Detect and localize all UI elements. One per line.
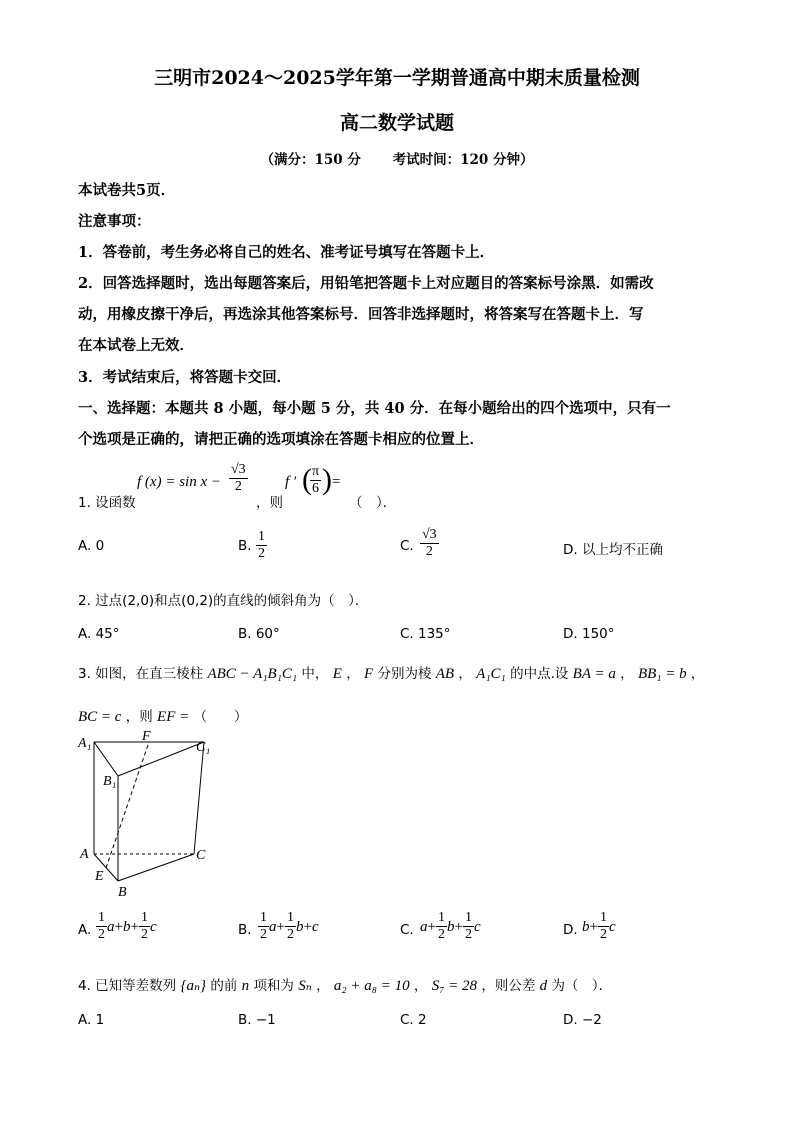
q4-option-c: C. 2 — [400, 1012, 427, 1028]
exam-meta: （满分：150 分 考试时间：120 分钟） — [260, 152, 534, 168]
vec-b: b — [295, 919, 304, 935]
q1-frac-num: √3 — [231, 462, 246, 477]
plus: + — [130, 919, 139, 935]
q3-midpoint-text: 的中点.设 — [510, 666, 569, 682]
q2-option-b: B. 60° — [238, 626, 280, 642]
q3-point-f: F — [363, 666, 374, 682]
q1-option-c-fraction — [420, 527, 439, 560]
frac-num: 1 — [464, 910, 472, 925]
q3-vector-ba: BA = a — [572, 666, 616, 682]
segment-e-f — [106, 742, 149, 868]
plus: + — [276, 919, 285, 935]
q3-point-e: E — [332, 666, 342, 682]
q3-option-d-expr — [582, 910, 616, 943]
label-a: A — [80, 847, 89, 862]
q3-option-c-expr — [420, 910, 481, 943]
frac-den: 2 — [599, 927, 607, 942]
q3-prism: ABC − A₁B₁C₁ — [207, 666, 298, 682]
q1-pi-fraction — [310, 464, 321, 497]
q1-equals: = — [332, 474, 341, 490]
q2-option-c: C. 135° — [400, 626, 451, 642]
label-c: C — [196, 848, 206, 863]
q4-condition-2: S₇ = 28 — [431, 978, 478, 994]
label-c1: C₁ — [196, 740, 211, 755]
pages-note: 本试卷共5页． — [78, 182, 176, 199]
q3-vector-bb1: BB₁ = b — [637, 666, 687, 682]
section1-line-1: 一、选择题：本题共 8 小题，每小题 5 分，共 40 分．在每小题给出的四个选项中，只有一 — [78, 400, 671, 417]
q3-comma-2: ， — [458, 666, 472, 682]
frac-den: 2 — [140, 927, 148, 942]
frac-num: 1 — [437, 910, 445, 925]
plus: + — [303, 919, 312, 935]
vec-c: c — [149, 919, 157, 935]
frac-den: 2 — [437, 927, 445, 942]
q1-blank: （ ）． — [349, 495, 397, 511]
exam-subtitle: 高二数学试题 — [339, 112, 454, 134]
q1-option-a: A. 0 — [78, 538, 105, 554]
q3-blank: （ ） — [193, 709, 248, 725]
q1-prefix: 1. 设函数 — [78, 495, 136, 511]
q1-option-b-den: 2 — [258, 546, 265, 561]
vec-b: b — [122, 919, 131, 935]
q3-line-2 — [78, 705, 248, 726]
edge-b-c — [118, 854, 194, 881]
q1-option-c-den: 2 — [425, 544, 433, 559]
q3-option-a-expr — [96, 910, 157, 943]
edge-c-c1 — [194, 742, 204, 854]
plus: + — [454, 919, 463, 935]
q3-edges-text: 分别为棱 — [377, 666, 432, 682]
edge-a1-b1 — [94, 742, 118, 776]
frac-num: 1 — [140, 910, 148, 925]
plus: + — [589, 919, 598, 935]
q2-text: 2. 过点(2,0)和点(0,2)的直线的倾斜角为（ ）． — [78, 593, 369, 609]
q1-frac-den: 2 — [234, 479, 242, 494]
label-f: F — [142, 729, 151, 744]
q4-part-g: 为（ ）． — [551, 978, 613, 994]
q4-part-d: ， — [316, 978, 330, 994]
q3-option-d-label: D. — [563, 922, 578, 938]
note-item-2-line-3: 在本试卷上无效． — [78, 337, 194, 354]
label-b: B — [118, 885, 127, 900]
frac-num: 1 — [260, 910, 267, 925]
q1-option-b-num: 1 — [258, 529, 265, 544]
q4-d: d — [539, 978, 548, 994]
q3-line-1 — [78, 662, 704, 683]
vec-a: a — [269, 919, 277, 935]
q4-part-b: 的前 — [210, 978, 238, 994]
frac-num: 1 — [98, 910, 105, 925]
q3-prism-figure — [76, 728, 226, 900]
q4-intro: 4. 已知等差数列 — [78, 978, 177, 994]
vec-a: a — [420, 919, 428, 935]
section1-line-2: 个选项是正确的，请把正确的选项填涂在答题卡相应的位置上． — [78, 431, 484, 448]
frac-den: 2 — [464, 927, 472, 942]
label-e: E — [95, 869, 104, 884]
frac-num: 1 — [599, 910, 607, 925]
note-item-1: 1．答卷前，考生务必将自己的姓名、准考证号填写在答题卡上． — [78, 244, 495, 261]
q3-option-c-label: C. — [400, 922, 414, 938]
q4-option-a: A. 1 — [78, 1012, 105, 1028]
q4-option-d: D. −2 — [563, 1012, 602, 1028]
note-item-2-line-1: 2．回答选择题时，选出每题答案后，用铅笔把答题卡上对应题目的答案标号涂黑．如需改 — [78, 275, 654, 292]
q2-option-a: A. 45° — [78, 626, 120, 642]
q3-edge-ab: AB — [435, 666, 455, 682]
q3-intro: 3. 如图，在直三棱柱 — [78, 666, 204, 682]
q1-option-b-label: B. — [238, 538, 252, 554]
q1-pi: π — [312, 464, 320, 479]
notes-heading: 注意事项： — [78, 213, 151, 230]
q4-part-e: ， — [413, 978, 428, 994]
q3-comma-4: ， — [690, 666, 705, 682]
plus: + — [114, 919, 123, 935]
q3-vector-bc: BC = c — [78, 709, 122, 725]
q4-option-b: B. −1 — [238, 1012, 276, 1028]
q4-text — [78, 974, 612, 995]
label-b1: B₁ — [103, 774, 117, 789]
q3-option-b-label: B. — [238, 922, 252, 938]
q3-option-a-label: A. — [78, 922, 92, 938]
q3-comma-1: ， — [346, 666, 360, 682]
vec-c: c — [473, 919, 481, 935]
q4-sn: Sₙ — [298, 978, 312, 994]
q2-option-d: D. 150° — [563, 626, 615, 642]
q4-sequence: {aₙ} — [180, 978, 207, 994]
q1-derivative: f ′ — [285, 474, 297, 490]
exam-title: 三明市2024～2025学年第一学期普通高中期末质量检测 — [154, 67, 640, 89]
note-item-3: 3．考试结束后，将答题卡交回． — [78, 369, 292, 386]
q3-middle: 中， — [301, 666, 329, 682]
plus: + — [427, 919, 436, 935]
q1-option-c-num: √3 — [422, 527, 437, 542]
frac-den: 2 — [260, 927, 267, 942]
frac-den: 2 — [286, 927, 294, 942]
label-a1: A₁ — [78, 736, 92, 751]
vec-b: b — [582, 919, 590, 935]
q1-six: 6 — [312, 481, 320, 496]
q3-option-b-expr — [258, 910, 319, 943]
q4-part-c: 项和为 — [253, 978, 294, 994]
q4-n: n — [241, 978, 250, 994]
vec-c: c — [608, 919, 616, 935]
q1-paren-left: ( — [302, 463, 312, 496]
q1-function: f (x) = sin x − — [137, 474, 221, 490]
q3-then: ，则 — [125, 709, 153, 725]
frac-den: 2 — [98, 927, 105, 942]
q3-comma-3: ， — [620, 666, 634, 682]
vec-c: c — [311, 919, 319, 935]
frac-num: 1 — [286, 910, 294, 925]
q1-then: ，则 — [256, 495, 283, 511]
q1-option-c-label: C. — [400, 538, 414, 554]
q3-vector-ef: EF = — [157, 709, 190, 725]
q1-option-d: D. 以上均不正确 — [563, 542, 663, 558]
edge-b1-c1 — [118, 742, 204, 776]
vec-b: b — [446, 919, 455, 935]
q4-condition-1: a₂ + a₈ = 10 — [333, 978, 410, 994]
q1-fraction — [229, 462, 248, 495]
q1-option-b-fraction — [256, 529, 267, 562]
q3-edge-a1c1: A₁C₁ — [476, 666, 506, 682]
q4-part-f: ，则公差 — [481, 978, 536, 994]
q1-paren-right: ) — [322, 463, 332, 496]
note-item-2-line-2: 动，用橡皮擦干净后，再选涂其他答案标号．回答非选择题时，将答案写在答题卡上．写 — [78, 306, 644, 323]
vec-a: a — [107, 919, 115, 935]
